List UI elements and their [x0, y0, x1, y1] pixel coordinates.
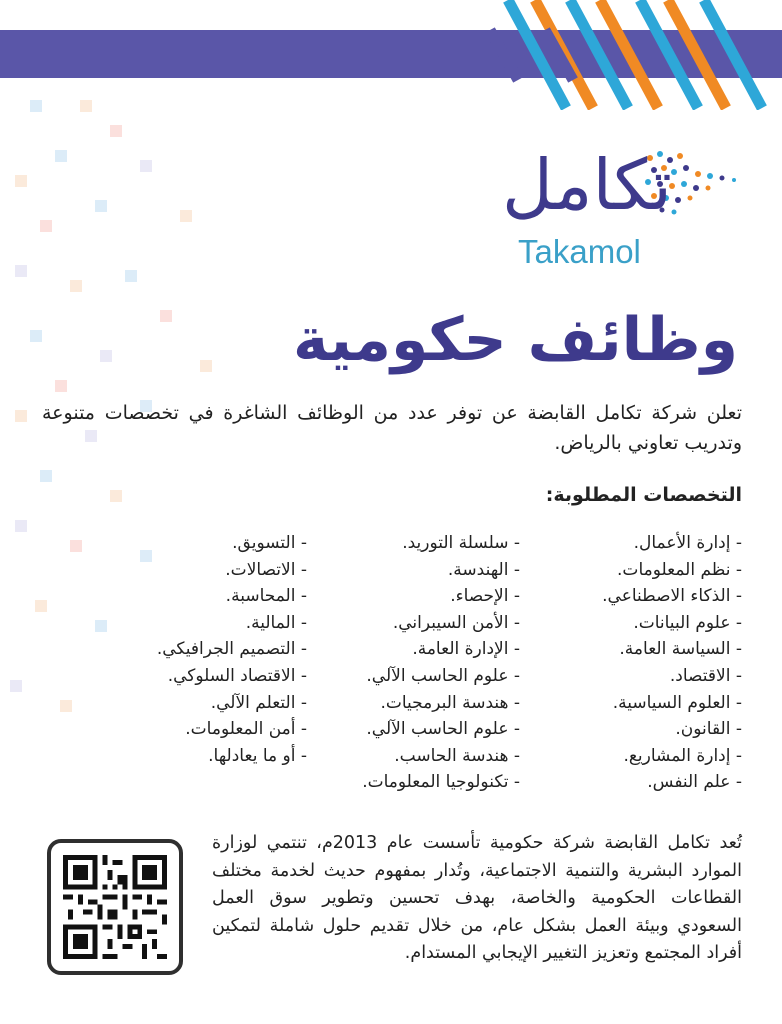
list-item: - السياسة العامة.	[619, 639, 742, 660]
specializations-column-1	[542, 530, 742, 796]
qr-code-icon[interactable]	[47, 839, 183, 975]
list-item: - إدارة المشاريع.	[623, 745, 742, 766]
list-item: - المالية.	[245, 612, 307, 633]
list-item: - القانون.	[675, 719, 742, 740]
list-item: - الإدارة العامة.	[412, 639, 520, 660]
list-item: - تكنولوجيا المعلومات.	[362, 772, 520, 793]
list-item: - علم النفس.	[647, 772, 742, 793]
list-item: - الاقتصاد.	[669, 665, 742, 686]
list-item: - علوم الحاسب الآلي.	[366, 665, 520, 686]
list-item: - سلسلة التوريد.	[402, 533, 520, 553]
list-item: - نظم المعلومات.	[617, 559, 742, 580]
logo-arabic-name: تكامل	[502, 144, 672, 226]
list-item: - أو ما يعادلها.	[208, 745, 307, 766]
list-item: - الاقتصاد السلوكي.	[167, 665, 307, 686]
page-title: وظائف حكومية	[293, 305, 738, 375]
about-text: تُعد تكامل القابضة شركة حكومية تأسست عام 2013م، تنتمي لوزارة الموارد البشرية والتنمية الاجتماعية، وتُدار بمفهوم حديث لخدمة مختلف القطاعات الحكومية والخاصة، بهدف تحسين وتطوير سوق العمل السعودي وبيئة العمل بشكل عام، من خلال تقديم حلول شاملة لتمكين أفراد المجتمع وتعزيز التغيير الإيجابي المستدام.	[212, 833, 742, 963]
list-item: - علوم البيانات.	[633, 612, 742, 633]
list-item: - المحاسبة.	[225, 586, 307, 607]
list-item: - الاتصالات.	[225, 559, 307, 580]
list-item: - التسويق.	[232, 533, 307, 553]
specializations-column-3	[127, 530, 307, 769]
list-item: - هندسة الحاسب.	[394, 745, 520, 766]
list-item: - علوم الحاسب الآلي.	[366, 719, 520, 740]
specializations-heading: التخصصات المطلوبة:	[545, 484, 742, 506]
intro-text: تعلن شركة تكامل القابضة عن توفر عدد من الوظائف الشاغرة في تخصصات متنوعة وتدريب تعاوني بالرياض.	[42, 402, 742, 454]
list-item: - هندسة البرمجيات.	[380, 692, 520, 713]
specializations-column-2	[310, 530, 520, 796]
list-item: - إدارة الأعمال.	[633, 533, 742, 553]
list-item: - الإحصاء.	[450, 586, 520, 607]
list-item: - التعلم الآلي.	[210, 692, 307, 713]
list-item: - العلوم السياسية.	[612, 692, 742, 713]
list-item: - أمن المعلومات.	[185, 719, 307, 740]
logo-english-name: Takamol	[518, 233, 641, 270]
list-item: - الذكاء الاصطناعي.	[602, 586, 742, 607]
list-item: - التصميم الجرافيكي.	[156, 639, 307, 660]
list-item: - الهندسة.	[447, 559, 520, 580]
list-item: - الأمن السيبراني.	[392, 612, 520, 633]
